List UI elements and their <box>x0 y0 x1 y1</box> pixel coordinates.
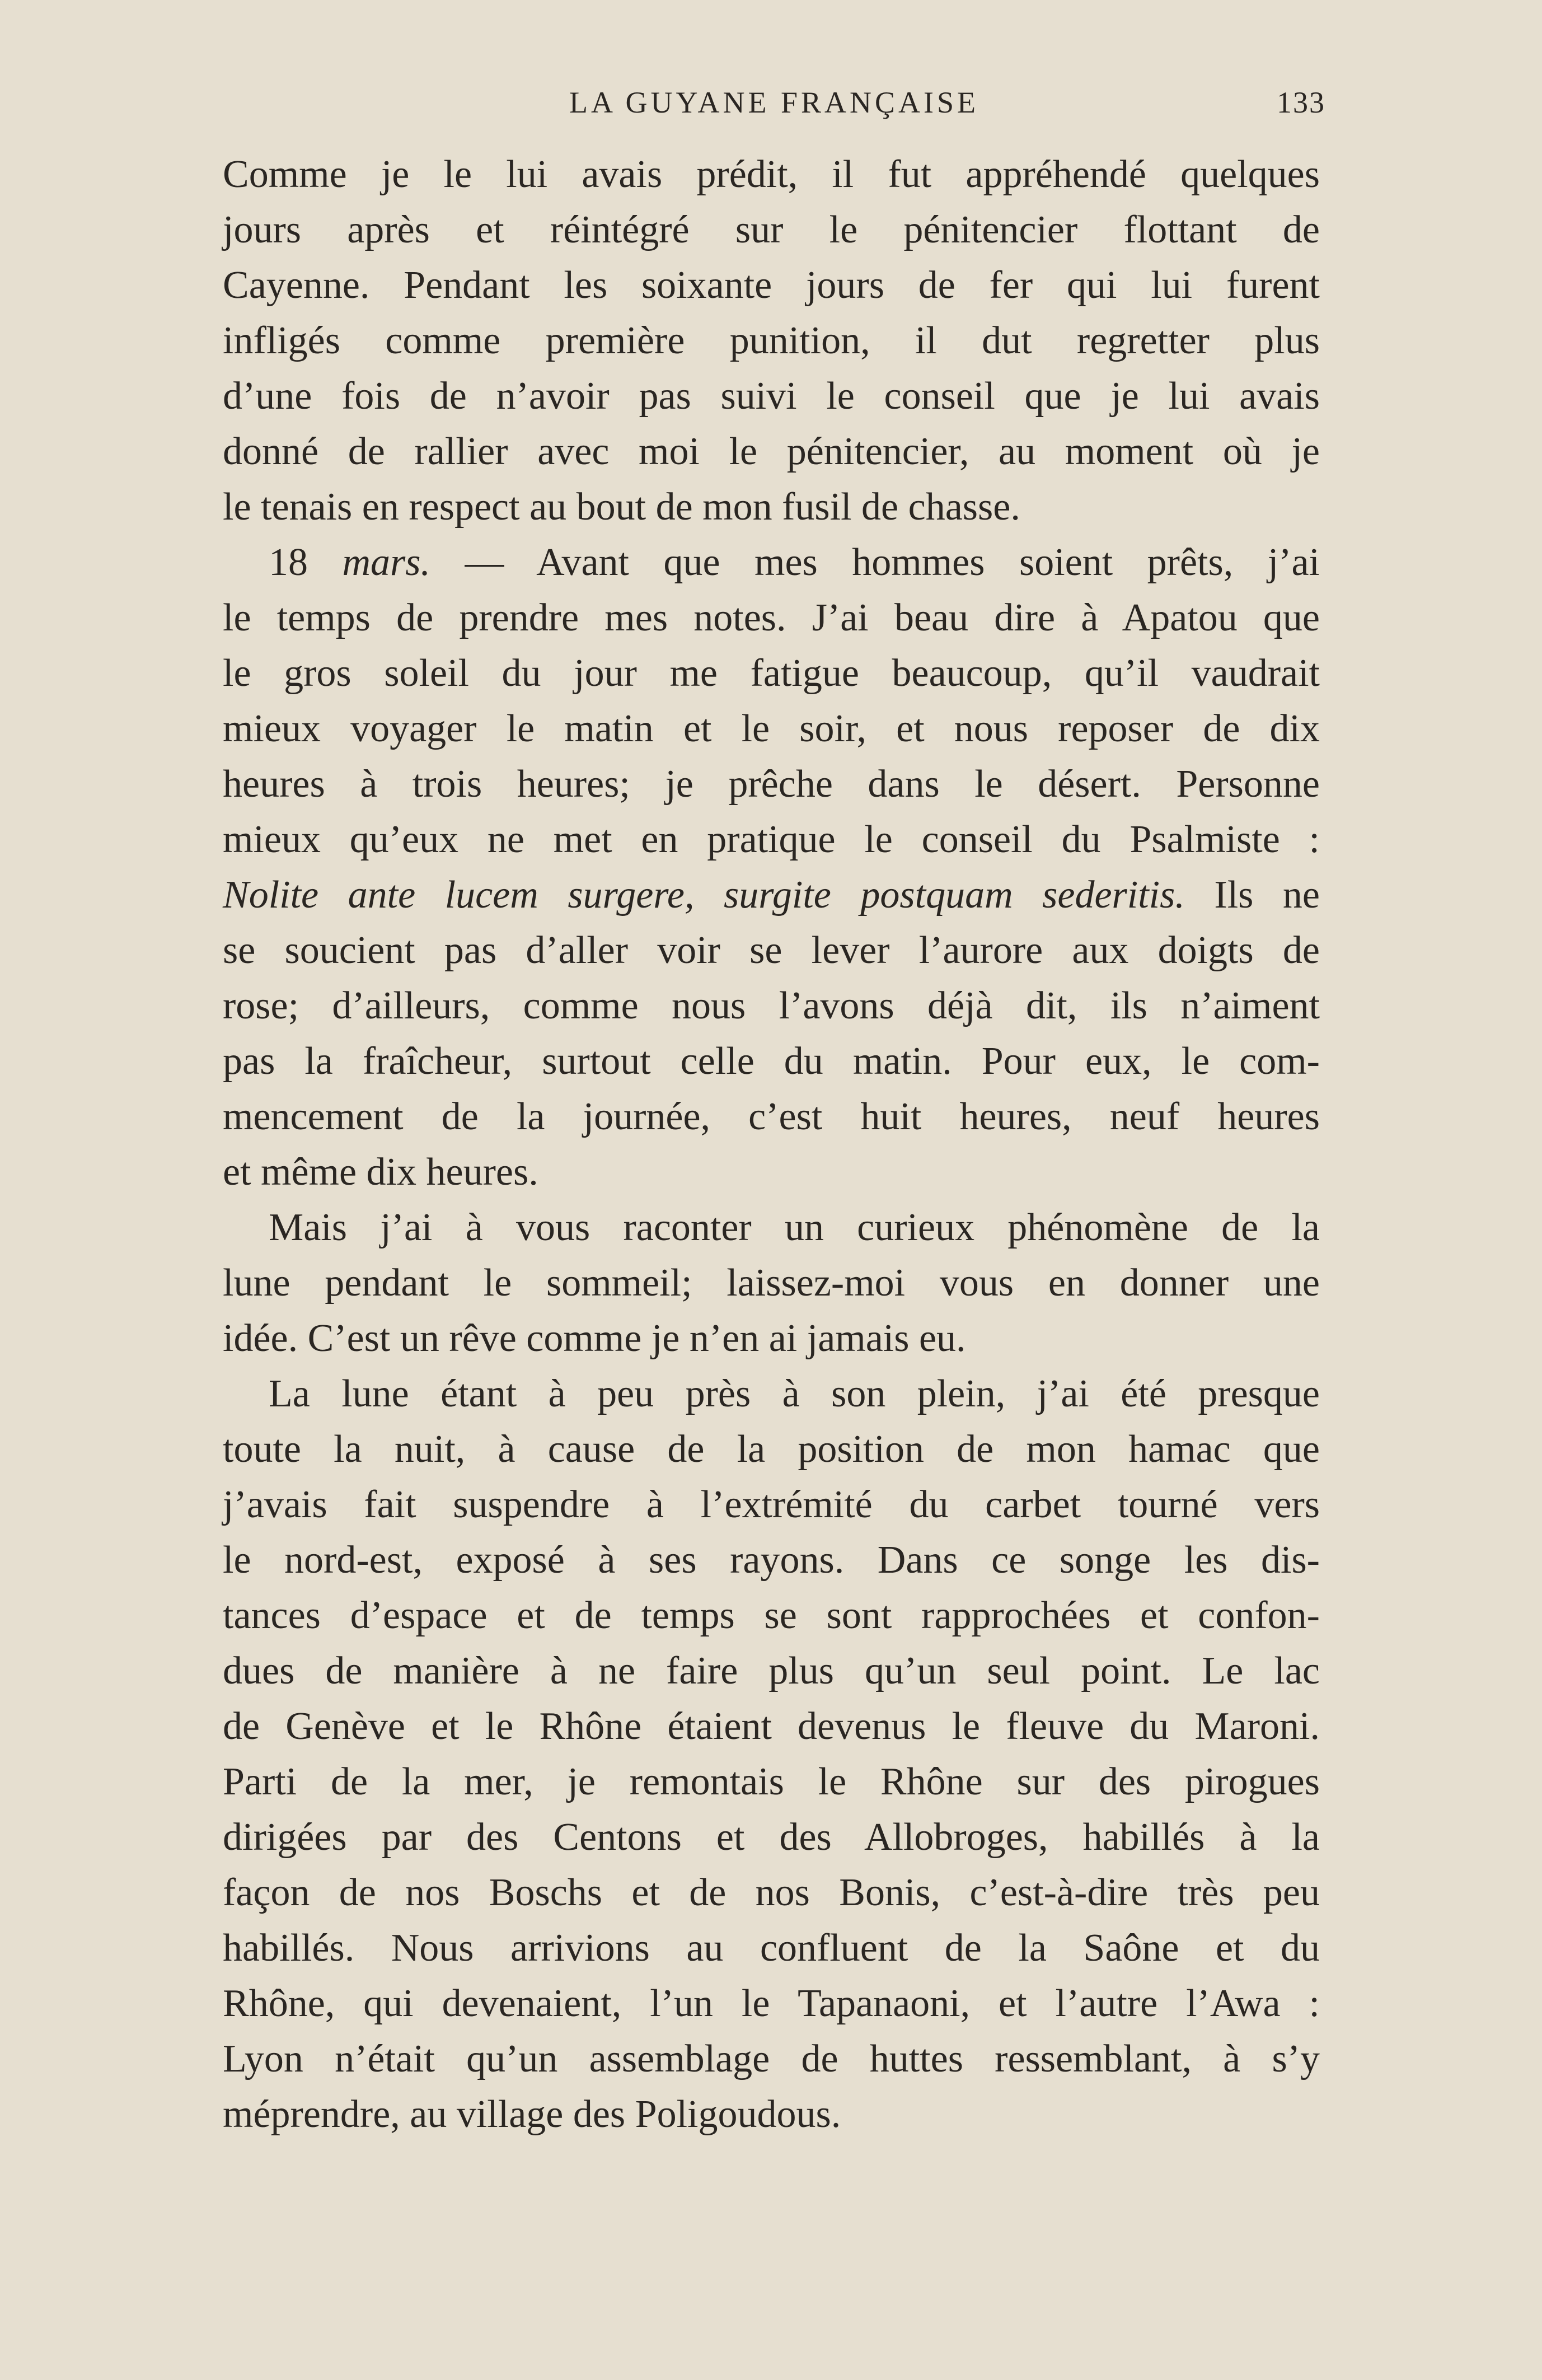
text-line: façon de nos Boschs et de nos Bonis, c’est-à-dire très peu <box>223 1871 1320 1914</box>
text-line: Rhône, qui devenaient, l’un le Tapanaoni, et l’autre l’Awa : <box>223 1982 1320 2025</box>
text-line: le gros soleil du jour me fatigue beaucoup, qu’il vaudrait <box>223 652 1320 695</box>
running-head <box>223 83 1325 128</box>
text-line: j’avais fait suspendre à l’extrémité du carbet tourné vers <box>223 1483 1320 1526</box>
body-text <box>223 147 1320 2142</box>
running-title: LA GUYANE FRANÇAISE <box>569 86 979 119</box>
text-line: dirigées par des Centons et des Allobroges, habillés à la <box>223 1816 1320 1859</box>
text-line: jours après et réintégré sur le pénitencier flottant de <box>223 208 1320 251</box>
text-line: habillés. Nous arrivions au confluent de la Saône et du <box>223 1927 1320 1970</box>
text-line: La lune étant à peu près à son plein, j’ai été presque <box>269 1372 1320 1415</box>
text-line <box>223 535 1320 590</box>
text-line: lune pendant le sommeil; laissez-moi vous en donner une <box>223 1261 1320 1304</box>
date-number: 18 <box>269 541 343 584</box>
text-line: se soucient pas d’aller voir se lever l’aurore aux doigts de <box>223 929 1320 972</box>
text-line <box>223 867 1320 923</box>
page-number: 133 <box>1277 86 1325 119</box>
line-rest: Ils ne <box>1184 873 1320 917</box>
text-line: tances d’espace et de temps se sont rapprochées et confon- <box>223 1594 1320 1637</box>
text-line: Parti de la mer, je remontais le Rhône sur des pirogues <box>223 1760 1320 1803</box>
date-month: mars. <box>342 541 431 584</box>
text-line: infligés comme première punition, il dut regretter plus <box>223 319 1320 362</box>
text-line: dues de manière à ne faire plus qu’un seul point. Le lac <box>223 1649 1320 1692</box>
text-line: Cayenne. Pendant les soixante jours de fer qui lui furent <box>223 264 1320 307</box>
text-line: rose; d’ailleurs, comme nous l’avons déjà dit, ils n’aiment <box>223 984 1320 1027</box>
text-line: et même dix heures. <box>223 1151 538 1194</box>
text-line: Comme je le lui avais prédit, il fut appréhendé quelques <box>223 153 1320 196</box>
latin-quote: Nolite ante lucem surgere, surgite postquam sederitis. <box>223 873 1185 917</box>
text-line: Lyon n’était qu’un assemblage de huttes ressemblant, à s’y <box>223 2037 1320 2080</box>
text-line: le temps de prendre mes notes. J’ai beau dire à Apatou que <box>223 596 1320 639</box>
text-line: mieux voyager le matin et le soir, et nous reposer de dix <box>223 707 1320 750</box>
text-line: heures à trois heures; je prêche dans le désert. Personne <box>223 763 1320 806</box>
text-line: méprendre, au village des Poligoudous. <box>223 2093 841 2136</box>
text-line: le nord-est, exposé à ses rayons. Dans ce songe les dis- <box>223 1539 1320 1582</box>
text-line: toute la nuit, à cause de la position de mon hamac que <box>223 1428 1320 1471</box>
text-line: idée. C’est un rêve comme je n’en ai jamais eu. <box>223 1317 966 1360</box>
text-line: d’une fois de n’avoir pas suivi le conseil que je lui avais <box>223 375 1320 418</box>
text-line: Mais j’ai à vous raconter un curieux phénomène de la <box>269 1206 1320 1249</box>
text-line: de Genève et le Rhône étaient devenus le fleuve du Maroni. <box>223 1705 1320 1748</box>
text-line: mieux qu’eux ne met en pratique le conseil du Psalmiste : <box>223 818 1320 861</box>
text-line: mencement de la journée, c’est huit heures, neuf heures <box>223 1095 1320 1138</box>
text-line: donné de rallier avec moi le pénitencier, au moment où je <box>223 430 1320 473</box>
line-rest: — Avant que mes hommes soient prêts, j’ai <box>430 541 1320 584</box>
text-line: pas la fraîcheur, surtout celle du matin. Pour eux, le com- <box>223 1040 1320 1083</box>
text-line: le tenais en respect au bout de mon fusil de chasse. <box>223 485 1020 529</box>
